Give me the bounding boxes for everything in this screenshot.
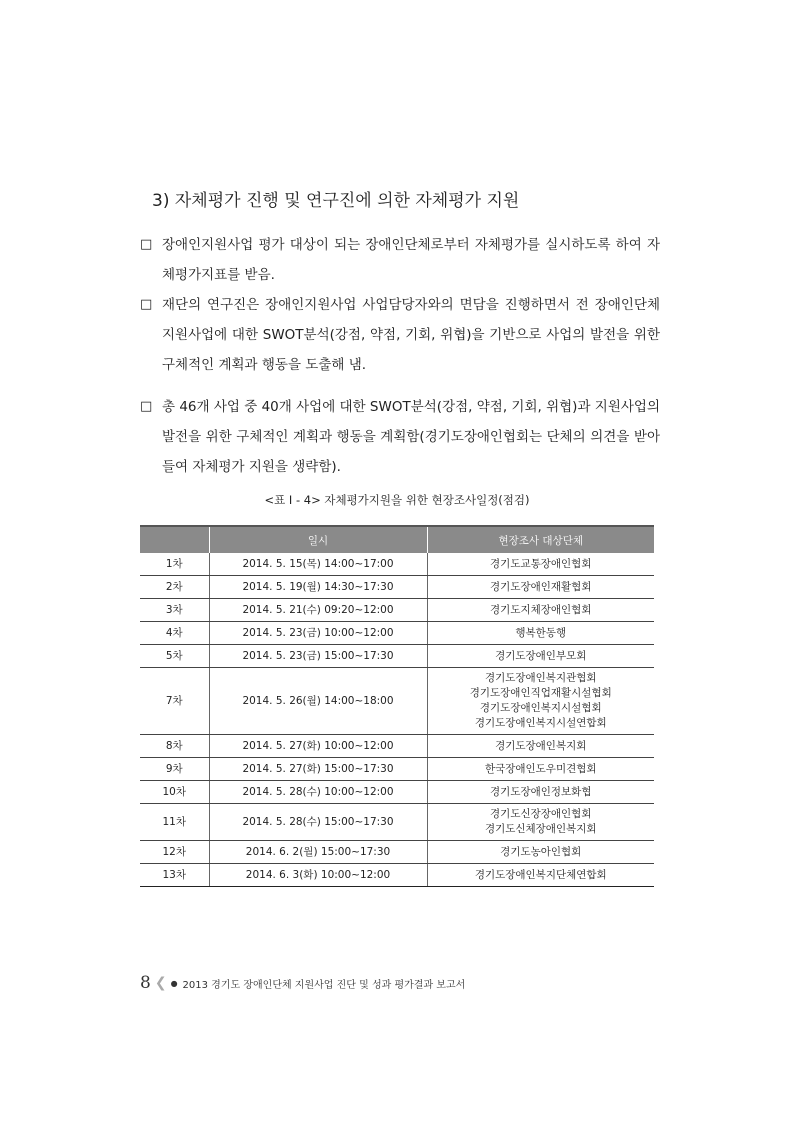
table-row (140, 781, 654, 804)
page-number: 8 (140, 973, 151, 993)
table-row (140, 668, 654, 735)
cell-round: 3차 (140, 599, 209, 622)
cell-organizations (427, 841, 654, 864)
cell-round: 10차 (140, 781, 209, 804)
organization-name: 경기도지체장애인협회 (490, 603, 592, 616)
table-row (140, 841, 654, 864)
cell-organizations (427, 576, 654, 599)
cell-date: 2014. 5. 26(월) 14:00~18:00 (209, 668, 427, 735)
cell-date: 2014. 5. 27(화) 15:00~17:30 (209, 758, 427, 781)
cell-round: 5차 (140, 645, 209, 668)
paragraph-2 (140, 290, 660, 380)
cell-date: 2014. 5. 21(수) 09:20~12:00 (209, 599, 427, 622)
cell-organizations (427, 645, 654, 668)
table-row (140, 864, 654, 887)
page-footer (140, 973, 465, 993)
organization-name: 행복한동행 (515, 626, 567, 639)
table-caption: <표 Ⅰ - 4> 자체평가지원을 위한 현장조사일정(점검) (264, 493, 530, 507)
cell-round: 9차 (140, 758, 209, 781)
header-organization: 현장조사 대상단체 (427, 526, 654, 553)
organization-name: 경기도교통장애인협회 (490, 557, 592, 570)
table-row (140, 553, 654, 576)
organization-name: 경기도장애인정보화협 (490, 785, 592, 798)
schedule-table (140, 525, 654, 887)
cell-round: 12차 (140, 841, 209, 864)
organization-name: 경기도신체장애인복지회 (484, 823, 597, 835)
organization-name: 경기도장애인복지단체연합회 (474, 868, 607, 881)
header-date: 일시 (209, 526, 427, 553)
cell-organizations (427, 781, 654, 804)
table-row (140, 804, 654, 841)
cell-round: 8차 (140, 735, 209, 758)
cell-round: 4차 (140, 622, 209, 645)
cell-date: 2014. 5. 28(수) 15:00~17:30 (209, 804, 427, 841)
cell-organizations (427, 622, 654, 645)
cell-organizations (427, 553, 654, 576)
cell-date: 2014. 5. 23(금) 15:00~17:30 (209, 645, 427, 668)
bullet-square: □ (140, 237, 153, 252)
organization-name: 경기도장애인부모회 (495, 649, 587, 662)
organization-name: 경기도장애인복지시설협회 (479, 702, 602, 714)
paragraph-text: 총 46개 사업 중 40개 사업에 대한 SWOT분석(강점, 약점, 기회, 위협)과 지원사업의 발전을 위한 구체적인 계획과 행동을 계획함(경기도장애인협회는 단체의 의견을 받아들여 자체평가 지원을 생략함). (162, 399, 660, 475)
organization-name: 경기도장애인재활협회 (490, 580, 592, 593)
table-row (140, 622, 654, 645)
organization-name: 경기도장애인복지시설연합회 (474, 717, 607, 729)
cell-round: 11차 (140, 804, 209, 841)
cell-organizations (427, 864, 654, 887)
organization-name: 경기도장애인직업재활시설협회 (469, 687, 612, 699)
table-row (140, 758, 654, 781)
table-row (140, 599, 654, 622)
bullet-square: □ (140, 399, 153, 414)
cell-organizations (427, 599, 654, 622)
cell-organizations (427, 668, 654, 735)
organization-name: 경기도신장장애인협회 (490, 808, 592, 820)
cell-date: 2014. 5. 19(월) 14:30~17:30 (209, 576, 427, 599)
paragraph-text: 재단의 연구진은 장애인지원사업 사업담당자와의 면담을 진행하면서 전 장애인단체 지원사업에 대한 SWOT분석(강점, 약점, 기회, 위협)을 기반으로 사업의 발전을 위한 구체적인 계획과 행동을 도출해 냄. (162, 297, 660, 373)
cell-date: 2014. 5. 28(수) 10:00~12:00 (209, 781, 427, 804)
organization-name: 경기도장애인복지회 (495, 739, 587, 752)
cell-round: 1차 (140, 553, 209, 576)
table-row (140, 576, 654, 599)
paragraph-3 (140, 392, 660, 482)
cell-organizations (427, 735, 654, 758)
organization-name: 경기도농아인협회 (500, 845, 582, 858)
cell-round: 2차 (140, 576, 209, 599)
chevron-left-icon: ❮ (154, 975, 167, 991)
organization-name: 경기도장애인복지관협회 (484, 672, 597, 684)
section-heading: 3) 자체평가 진행 및 연구진에 의한 자체평가 지원 (152, 191, 520, 211)
organization-name: 한국장애인도우미견협회 (484, 762, 597, 775)
cell-date: 2014. 5. 27(화) 10:00~12:00 (209, 735, 427, 758)
bullet-dot-icon: ● (170, 978, 178, 988)
paragraph-text: 장애인지원사업 평가 대상이 되는 장애인단체로부터 자체평가를 실시하도록 하여 자체평가지표를 받음. (162, 237, 660, 283)
table-row (140, 735, 654, 758)
header-round (140, 526, 209, 553)
cell-round: 13차 (140, 864, 209, 887)
cell-date: 2014. 5. 23(금) 10:00~12:00 (209, 622, 427, 645)
cell-organizations (427, 758, 654, 781)
footer-title: 2013 경기도 장애인단체 지원사업 진단 및 성과 평가결과 보고서 (182, 979, 466, 991)
table-row (140, 645, 654, 668)
cell-round: 7차 (140, 668, 209, 735)
paragraph-1 (140, 230, 660, 290)
cell-date: 2014. 6. 2(월) 15:00~17:30 (209, 841, 427, 864)
bullet-square: □ (140, 297, 153, 312)
table-header-row (140, 526, 654, 553)
cell-organizations (427, 804, 654, 841)
cell-date: 2014. 6. 3(화) 10:00~12:00 (209, 864, 427, 887)
cell-date: 2014. 5. 15(목) 14:00~17:00 (209, 553, 427, 576)
